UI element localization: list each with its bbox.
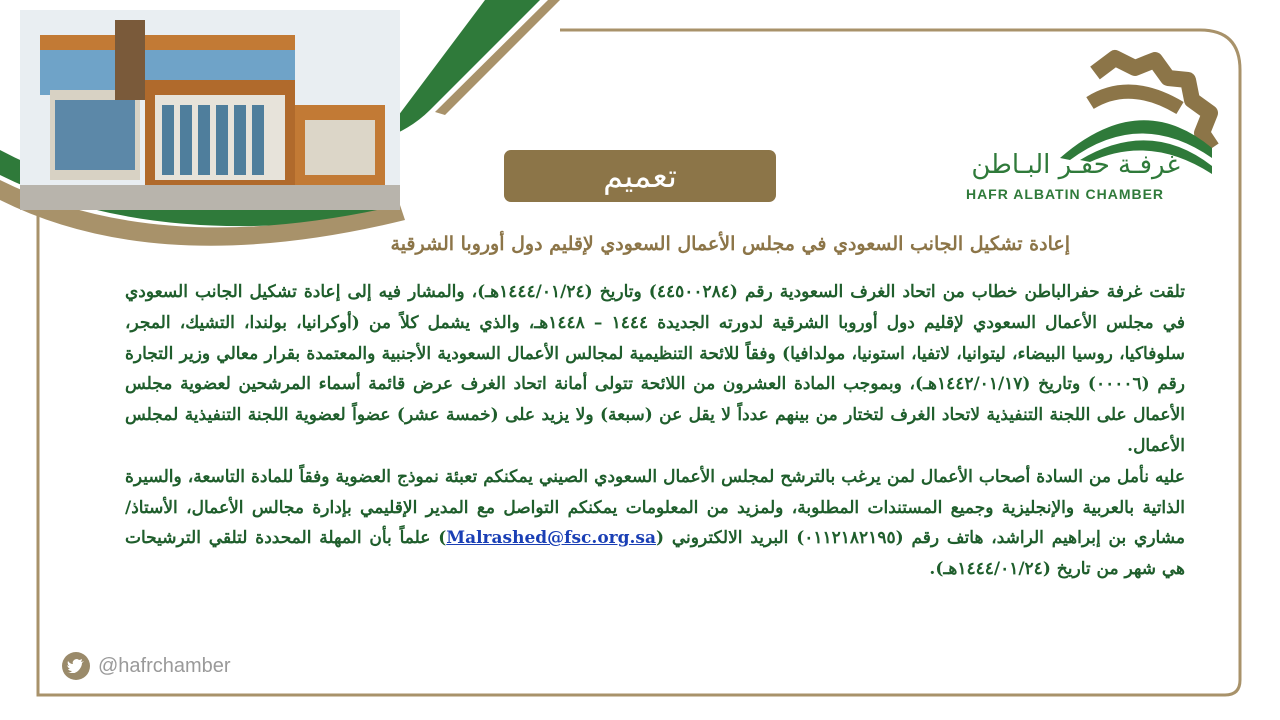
logo-english-name: HAFR ALBATIN CHAMBER (965, 186, 1165, 202)
paragraph-2-text: عليه نأمل من السادة أصحاب الأعمال لمن يرغب بالترشح لمجلس الأعمال السعودي الصيني يمكنكم تعبئة نموذج العضوية وفقاً للمادة التاسعة، والسيرة الذاتية بالعربية والإنجليزية وجميع المستندات المطلوبة، ولمزيد من المعلومات يمكنكم التواصل مع المدير الإقليمي بإدارة مجالس الأعمال، الأستاذ/ مشاري بن إبراهيم الراشد، هاتف رقم (٠١١٢١٨٢١٩٥) البريد الالكتروني ( (125, 466, 1185, 549)
social-handle[interactable] (62, 652, 231, 680)
page-title: إعادة تشكيل الجانب السعودي في مجلس الأعمال السعودي لإقليم دول أوروبا الشرقية (390, 233, 1070, 255)
paragraph-2-tail: ) علماً بأن المهلة المحددة لتلقي الترشيحات هي شهر من تاريخ (١٤٤٤/٠١/٢٤هـ). (125, 528, 1185, 580)
chamber-logo-icon (940, 48, 1230, 208)
twitter-bird-icon (62, 652, 90, 680)
announcement-body (125, 277, 1185, 585)
circular-badge: تعميم (504, 150, 776, 202)
social-handle-text: @hafrchamber (98, 654, 231, 677)
chamber-building-photo (20, 10, 400, 210)
logo-arabic-name: غرفـة حفـر البـاطن (971, 150, 1180, 180)
email-link[interactable]: Malrashed@fsc.org.sa (446, 528, 657, 549)
body-paragraph-1: تلقت غرفة حفرالباطن خطاب من اتحاد الغرف السعودية رقم (٤٤٥٠٠٢٨٤) وتاريخ (١٤٤٤/٠١/٢٤هـ)، والمشار فيه إلى إعادة تشكيل الجانب السعودي في مجلس الأعمال السعودي لإقليم دول أوروبا الشرقية لدورته الجديدة ١٤٤٤ – ١٤٤٨هـ، والذي يشمل كلاً من (أوكرانيا، بولندا، التشيك، المجر، سلوفاكيا، روسيا البيضاء، ليتوانيا، لاتفيا، استونيا، مولدافيا) وفقاً للائحة التنظيمية لمجالس الأعمال السعودية الأجنبية والمعتمدة بقرار معالي وزير التجارة رقم (٠٠٠٠٦) وتاريخ (١٤٤٢/٠١/١٧هـ)، وبموجب المادة العشرون من اللائحة تتولى أمانة اتحاد الغرف عرض قائمة أسماء المرشحين لعضوية مجلس الأعمال على اللجنة التنفيذية لاتحاد الغرف لتختار من بينهم عدداً لا يقل عن (سبعة) ولا يزيد على (خمسة عشر) عضواً لعضوية اللجنة التنفيذية لمجلس الأعمال. (125, 282, 1186, 456)
body-paragraph-2 (125, 462, 1185, 585)
